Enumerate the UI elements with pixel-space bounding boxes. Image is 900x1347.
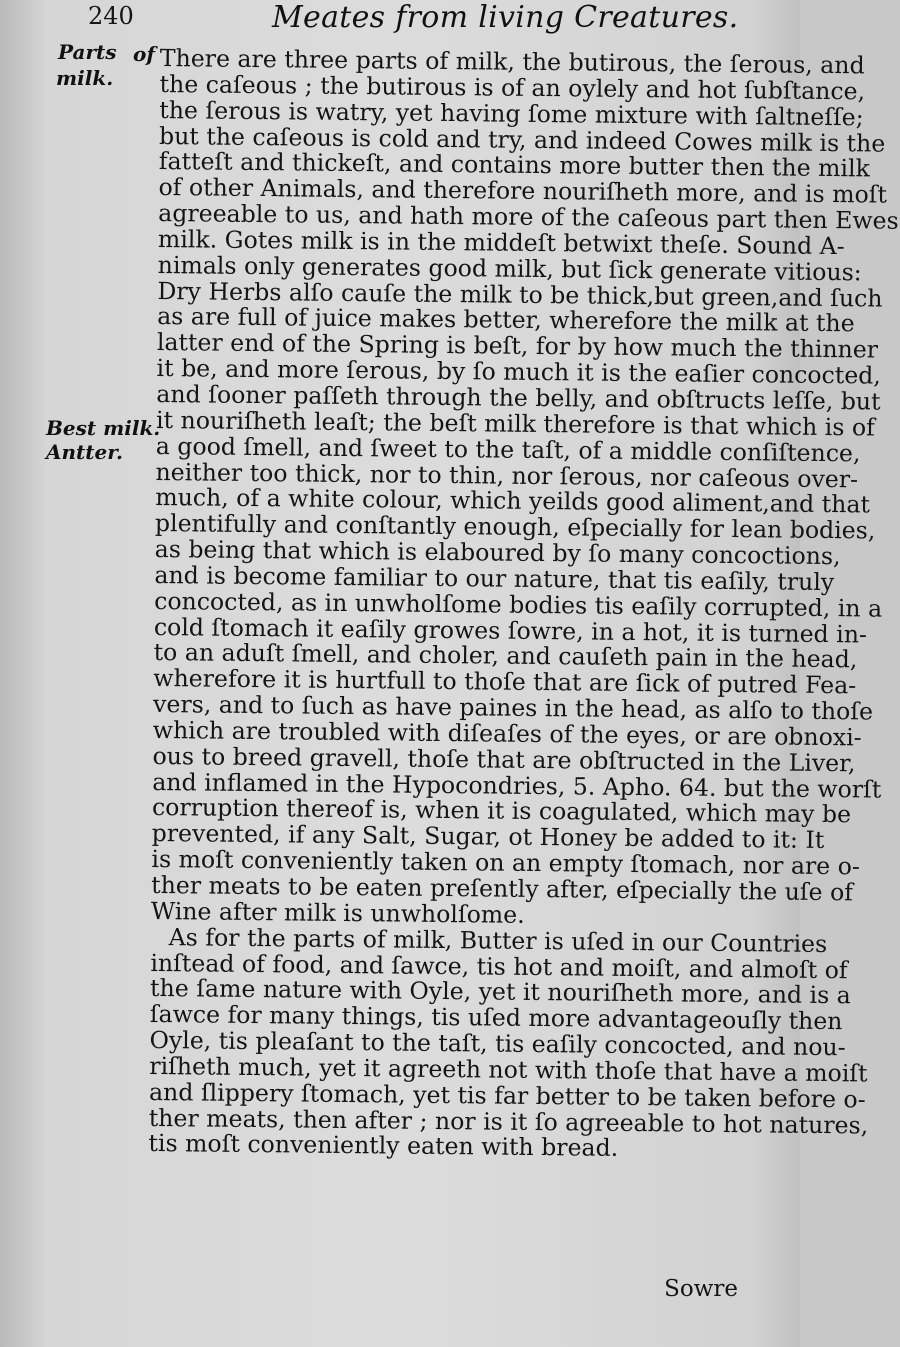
text-line: the ſerous is watry, yet having ſome mixture with ſaltneſſe; xyxy=(159,95,864,132)
text-line: There are three parts of milk, the butirous, the ſerous, and xyxy=(159,44,865,80)
text-line: agreeable to us, and hath more of the caſeous part then Ewes xyxy=(158,199,899,235)
text-line: Oyle, tis pleaſant to the taſt, tis eaſily concocted, and nou- xyxy=(149,1026,846,1062)
text-line: vers, and to ſuch as have paines in the head, as alſo to thoſe xyxy=(152,690,874,726)
text-line: but the caſeous is cold and try, and indeed Cowes milk is the xyxy=(158,121,886,158)
running-title: Meates from living Creatures. xyxy=(272,0,739,35)
text-line: a good ſmell, and ſweet to the taſt, of a middle conſiſtence, xyxy=(155,431,861,468)
text-line: it be, and more ſerous, by ſo much it is the eaſier concocted, xyxy=(156,354,881,390)
text-line: neither too thick, nor to thin, nor ſerous, nor caſeous over- xyxy=(155,457,859,493)
text-line: to an aduſt ſmell, and choler, and cauſeth pain in the head, xyxy=(153,638,858,674)
margin-note-of: of xyxy=(133,42,155,66)
text-line: fatteſt and thickeſt, and contains more butter then the milk xyxy=(158,147,871,183)
margin-note-parts-of-milk: Parts xyxy=(58,40,117,64)
text-line: of other Animals, and therefore nouriſheth more, and is moſt xyxy=(158,173,888,209)
text-line: ſawce for many things, tis uſed more advantageouſly then xyxy=(149,1000,843,1036)
text-line: wherefore it is hurtfull to thoſe that are ſick of putred Fea- xyxy=(153,664,857,700)
text-line: and ſooner paſſeth through the belly, and obſtructs leſſe, but xyxy=(156,379,881,416)
body-text xyxy=(148,44,899,1164)
page-number: 240 xyxy=(88,2,134,30)
text-line: latter end of the Spring is beſt, for by how much the thinner xyxy=(156,328,879,364)
text-line: as are full of juice makes better, wherefore the milk at the xyxy=(157,302,855,338)
text-line: milk. Gotes milk is in the middeſt betwixt theſe. Sound A- xyxy=(157,224,845,261)
text-line: ther meats, then after ; nor is it ſo agreeable to hot natures, xyxy=(148,1103,869,1140)
text-line: Dry Herbs alſo cauſe the milk to be thick,but green,and ſuch xyxy=(157,276,883,313)
text-line: cold ſtomach it eaſily growes ſowre, in a hot, it is turned in- xyxy=(153,612,868,648)
text-line: concocted, as in unwholſome bodies tis eaſily corrupted, in a xyxy=(154,586,883,623)
text-line: prevented, if any Salt, Sugar, ot Honey be added to it: It xyxy=(151,819,825,855)
text-line: inſtead of food, and ſawce, tis hot and moiſt, and almoſt of xyxy=(150,948,848,984)
margin-note-milk: milk. xyxy=(56,66,114,90)
text-line: Wine after milk is unwholſome. xyxy=(150,896,525,929)
text-line: and ſlippery ſtomach, yet tis far better to be taken before o- xyxy=(148,1077,866,1114)
text-line: tis moſt conveniently eaten with bread. xyxy=(148,1129,619,1163)
text-line: nimals only generates good milk, but ſick generate vitious: xyxy=(157,250,862,287)
text-line: is moſt conveniently taken on an empty ſtomach, nor are o- xyxy=(151,845,861,881)
text-line: riſheth much, yet it agreeth not with thoſe that have a moiſt xyxy=(149,1051,868,1088)
text-line: which are troubled with diſeaſes of the eyes, or are obnoxi- xyxy=(152,715,862,752)
margin-note-antter: Antter. xyxy=(46,440,123,464)
text-line: corruption thereof is, when it is coagulated, which may be xyxy=(151,793,852,829)
text-line: and inflamed in the Hypocondries, 5. Apho. 64. but the worſt xyxy=(152,767,882,804)
text-line: plentifully and conſtantly enough, eſpecially for lean bodies, xyxy=(154,509,876,545)
text-line: as being that which is elaboured by ſo many concoctions, xyxy=(154,535,841,571)
text-line: ther meats to be eaten preſently after, eſpecially the uſe of xyxy=(151,870,854,907)
catchword: Sowre xyxy=(664,1276,738,1302)
text-line: the ſame nature with Oyle, yet it nouriſheth more, and is a xyxy=(149,974,851,1010)
margin-note-best-milk: Best milk. xyxy=(46,416,161,440)
text-line: it nouriſheth leaſt; the beſt milk therefore is that which is of xyxy=(155,405,876,442)
text-line: ous to breed gravell, thoſe that are obſtructed in the Liver, xyxy=(152,741,856,778)
text-line: much, of a white colour, which yeilds good aliment,and that xyxy=(155,483,871,519)
text-line: and is become familiar to our nature, that tis eaſily, truly xyxy=(154,560,835,596)
text-line: As for the parts of milk, Butter is uſed in our Countries xyxy=(168,922,828,958)
text-line: the caſeous ; the butirous is of an oylely and hot ſubſtance, xyxy=(159,69,866,106)
